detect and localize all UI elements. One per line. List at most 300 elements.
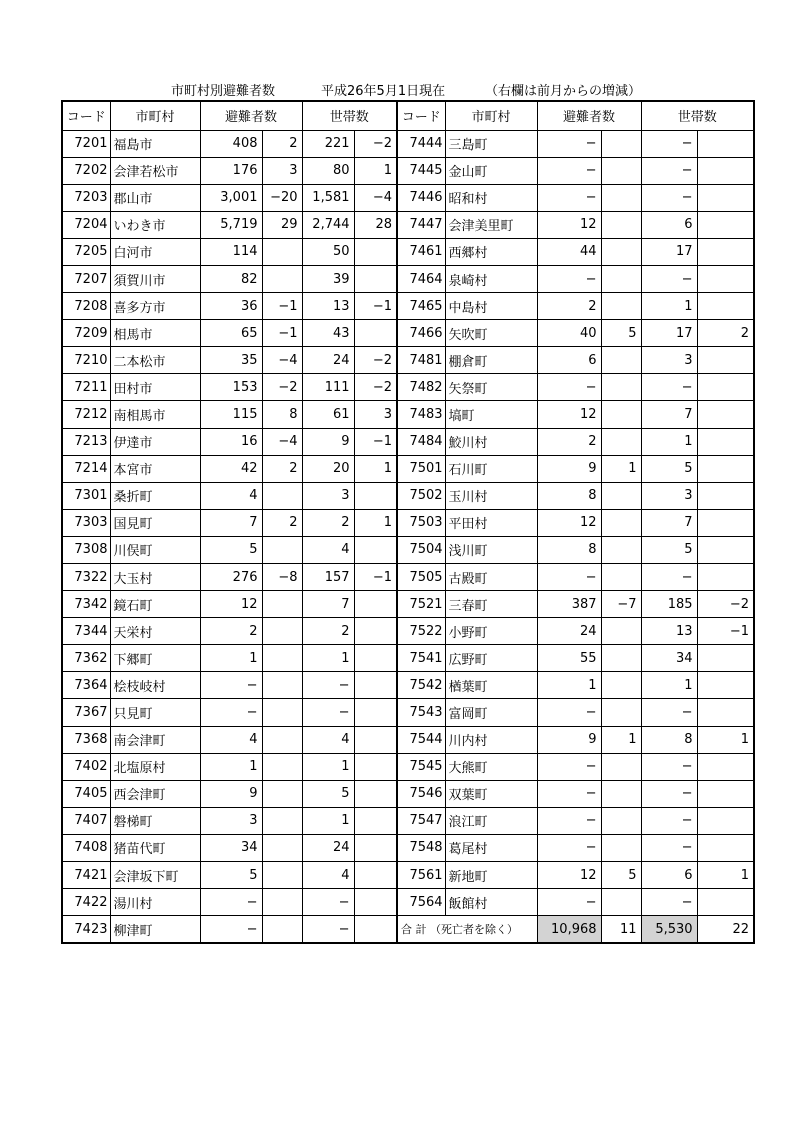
left-households-cell: 9: [302, 428, 354, 455]
right-code-cell: 7521: [397, 591, 445, 618]
table-row: [62, 672, 754, 699]
left-households-cell: 2: [302, 618, 354, 645]
left-code-cell: 7207: [62, 265, 110, 292]
left-code-cell: 7367: [62, 699, 110, 726]
table-row: [62, 591, 754, 618]
right-evacuees-cell: 40: [537, 320, 601, 347]
left-evacuees-cell: 114: [200, 238, 262, 265]
left-name-cell: 南会津町: [110, 726, 200, 753]
right-households-diff-cell: [697, 374, 754, 401]
right-households-cell: 3: [641, 347, 697, 374]
right-households-diff-cell: [697, 211, 754, 238]
left-evacuees-cell: 4: [200, 726, 262, 753]
left-households-diff-cell: −4: [354, 184, 397, 211]
left-evacuees-cell: 153: [200, 374, 262, 401]
left-households-diff-cell: [354, 889, 397, 916]
left-evacuees-diff-cell: −20: [262, 184, 302, 211]
left-households-cell: 1: [302, 807, 354, 834]
left-name-cell: 只見町: [110, 699, 200, 726]
table-row: [62, 618, 754, 645]
table-row: [62, 238, 754, 265]
table-row: [62, 482, 754, 509]
right-households-cell: 5: [641, 455, 697, 482]
right-evacuees-cell: 12: [537, 862, 601, 889]
left-name-cell: 国見町: [110, 509, 200, 536]
right-name-cell: 新地町: [445, 862, 537, 889]
left-evacuees-cell: 176: [200, 157, 262, 184]
right-code-cell: 7465: [397, 293, 445, 320]
right-households-diff-cell: [697, 347, 754, 374]
table-row: [62, 157, 754, 184]
right-name-cell: 西郷村: [445, 238, 537, 265]
right-households-cell: −: [641, 807, 697, 834]
right-code-cell: 7561: [397, 862, 445, 889]
right-evacuees-cell: 8: [537, 482, 601, 509]
right-code-cell: 7522: [397, 618, 445, 645]
right-name-cell: 平田村: [445, 509, 537, 536]
left-households-cell: 4: [302, 536, 354, 563]
left-name-cell: 柳津町: [110, 916, 200, 943]
right-households-diff-cell: [697, 157, 754, 184]
left-households-diff-cell: −2: [354, 130, 397, 157]
left-evacuees-diff-cell: [262, 834, 302, 861]
left-code-cell: 7408: [62, 834, 110, 861]
table-row: [62, 265, 754, 292]
left-households-cell: 24: [302, 347, 354, 374]
right-evacuees-diff-cell: [601, 238, 641, 265]
right-evacuees-cell: 2: [537, 428, 601, 455]
left-evacuees-diff-cell: [262, 699, 302, 726]
right-evacuees-diff-cell: [601, 780, 641, 807]
right-evacuees-diff-cell: [601, 618, 641, 645]
right-households-cell: 185: [641, 591, 697, 618]
left-name-cell: 相馬市: [110, 320, 200, 347]
left-evacuees-cell: 42: [200, 455, 262, 482]
left-evacuees-diff-cell: −1: [262, 320, 302, 347]
left-households-cell: 50: [302, 238, 354, 265]
right-name-cell: 矢吹町: [445, 320, 537, 347]
left-households-diff-cell: [354, 591, 397, 618]
right-evacuees-cell: 44: [537, 238, 601, 265]
left-evacuees-cell: 3,001: [200, 184, 262, 211]
left-evacuees-diff-cell: [262, 591, 302, 618]
right-name-cell: 三春町: [445, 591, 537, 618]
left-name-cell: 天栄村: [110, 618, 200, 645]
right-name-cell: 広野町: [445, 645, 537, 672]
right-name-cell: 飯館村: [445, 889, 537, 916]
left-households-cell: 39: [302, 265, 354, 292]
left-households-diff-cell: −2: [354, 347, 397, 374]
right-evacuees-diff-cell: −7: [601, 591, 641, 618]
header-code-left: コード: [62, 101, 110, 130]
left-households-diff-cell: [354, 834, 397, 861]
right-households-cell: −: [641, 699, 697, 726]
left-households-diff-cell: 1: [354, 157, 397, 184]
right-households-cell: −: [641, 834, 697, 861]
right-households-cell: −: [641, 157, 697, 184]
left-code-cell: 7211: [62, 374, 110, 401]
left-households-cell: 4: [302, 862, 354, 889]
table-row: [62, 780, 754, 807]
left-evacuees-cell: 35: [200, 347, 262, 374]
left-code-cell: 7368: [62, 726, 110, 753]
right-code-cell: 7447: [397, 211, 445, 238]
right-evacuees-diff-cell: 5: [601, 320, 641, 347]
left-households-cell: 157: [302, 564, 354, 591]
left-households-cell: −: [302, 889, 354, 916]
right-evacuees-cell: −: [537, 889, 601, 916]
right-evacuees-cell: 12: [537, 509, 601, 536]
right-code-cell: 7481: [397, 347, 445, 374]
left-code-cell: 7407: [62, 807, 110, 834]
table-row: [62, 834, 754, 861]
left-code-cell: 7214: [62, 455, 110, 482]
right-households-cell: 17: [641, 320, 697, 347]
table-row: [62, 889, 754, 916]
right-evacuees-cell: −: [537, 265, 601, 292]
left-households-diff-cell: 1: [354, 509, 397, 536]
right-name-cell: 小野町: [445, 618, 537, 645]
table-row: [62, 130, 754, 157]
right-evacuees-diff-cell: 1: [601, 726, 641, 753]
right-households-diff-cell: [697, 536, 754, 563]
right-households-diff-cell: [697, 699, 754, 726]
right-evacuees-diff-cell: [601, 428, 641, 455]
right-name-cell: 葛尾村: [445, 834, 537, 861]
right-households-cell: 1: [641, 428, 697, 455]
title-main: 市町村別避難者数: [171, 84, 276, 99]
right-evacuees-cell: 8: [537, 536, 601, 563]
right-households-diff-cell: [697, 564, 754, 591]
right-name-cell: 石川町: [445, 455, 537, 482]
left-evacuees-cell: 4: [200, 482, 262, 509]
left-evacuees-diff-cell: [262, 536, 302, 563]
right-evacuees-diff-cell: [601, 347, 641, 374]
right-households-diff-cell: [697, 130, 754, 157]
left-evacuees-cell: 7: [200, 509, 262, 536]
header-evacuees-right: 避難者数: [537, 101, 641, 130]
right-households-cell: 5: [641, 536, 697, 563]
left-evacuees-cell: 408: [200, 130, 262, 157]
right-households-diff-cell: [697, 672, 754, 699]
left-households-diff-cell: −1: [354, 428, 397, 455]
table-row: [62, 916, 754, 943]
right-households-diff-cell: [697, 293, 754, 320]
document-title: [0, 80, 799, 100]
right-name-cell: 玉川村: [445, 482, 537, 509]
left-households-diff-cell: 1: [354, 455, 397, 482]
right-households-diff-cell: [697, 807, 754, 834]
left-evacuees-diff-cell: [262, 862, 302, 889]
left-name-cell: 白河市: [110, 238, 200, 265]
right-evacuees-cell: −: [537, 780, 601, 807]
right-households-diff-cell: 2: [697, 320, 754, 347]
left-households-cell: 2: [302, 509, 354, 536]
left-evacuees-diff-cell: [262, 753, 302, 780]
right-evacuees-cell: −: [537, 157, 601, 184]
table-row: [62, 211, 754, 238]
right-evacuees-diff-cell: 5: [601, 862, 641, 889]
right-evacuees-cell: 55: [537, 645, 601, 672]
right-households-diff-cell: [697, 184, 754, 211]
right-evacuees-cell: −: [537, 699, 601, 726]
total-evacuees-diff: 11: [601, 916, 641, 943]
right-name-cell: 塙町: [445, 401, 537, 428]
left-name-cell: 須賀川市: [110, 265, 200, 292]
right-name-cell: 双葉町: [445, 780, 537, 807]
left-households-diff-cell: [354, 265, 397, 292]
left-code-cell: 7402: [62, 753, 110, 780]
table-row: [62, 374, 754, 401]
header-municipality-right: 市町村: [445, 101, 537, 130]
right-households-cell: 7: [641, 509, 697, 536]
right-evacuees-diff-cell: [601, 834, 641, 861]
right-evacuees-diff-cell: [601, 157, 641, 184]
left-name-cell: 桧枝岐村: [110, 672, 200, 699]
right-evacuees-cell: 2: [537, 293, 601, 320]
right-evacuees-diff-cell: [601, 509, 641, 536]
left-households-diff-cell: [354, 482, 397, 509]
left-evacuees-cell: 82: [200, 265, 262, 292]
left-households-cell: 1: [302, 753, 354, 780]
left-households-diff-cell: [354, 807, 397, 834]
right-households-diff-cell: [697, 889, 754, 916]
right-households-cell: −: [641, 564, 697, 591]
left-code-cell: 7202: [62, 157, 110, 184]
right-households-diff-cell: [697, 401, 754, 428]
left-code-cell: 7213: [62, 428, 110, 455]
left-evacuees-diff-cell: 3: [262, 157, 302, 184]
right-evacuees-diff-cell: [601, 889, 641, 916]
left-evacuees-cell: 1: [200, 753, 262, 780]
left-households-diff-cell: −1: [354, 293, 397, 320]
left-households-cell: 1: [302, 645, 354, 672]
left-households-diff-cell: [354, 536, 397, 563]
left-name-cell: 下郷町: [110, 645, 200, 672]
table-row: [62, 401, 754, 428]
left-households-cell: 4: [302, 726, 354, 753]
left-households-diff-cell: [354, 320, 397, 347]
left-name-cell: 北塩原村: [110, 753, 200, 780]
right-households-cell: −: [641, 265, 697, 292]
right-code-cell: 7564: [397, 889, 445, 916]
right-name-cell: 泉崎村: [445, 265, 537, 292]
right-evacuees-cell: 9: [537, 455, 601, 482]
left-evacuees-diff-cell: [262, 889, 302, 916]
left-code-cell: 7303: [62, 509, 110, 536]
right-evacuees-cell: −: [537, 184, 601, 211]
left-code-cell: 7208: [62, 293, 110, 320]
left-evacuees-cell: 115: [200, 401, 262, 428]
left-households-cell: 80: [302, 157, 354, 184]
right-code-cell: 7542: [397, 672, 445, 699]
left-evacuees-cell: 3: [200, 807, 262, 834]
right-name-cell: 矢祭町: [445, 374, 537, 401]
right-households-diff-cell: [697, 509, 754, 536]
header-municipality-left: 市町村: [110, 101, 200, 130]
left-code-cell: 7364: [62, 672, 110, 699]
left-households-cell: 20: [302, 455, 354, 482]
left-households-cell: 13: [302, 293, 354, 320]
left-code-cell: 7422: [62, 889, 110, 916]
left-evacuees-cell: 5: [200, 536, 262, 563]
evacuee-table: [61, 100, 755, 944]
left-name-cell: 磐梯町: [110, 807, 200, 834]
right-code-cell: 7445: [397, 157, 445, 184]
right-households-cell: 6: [641, 862, 697, 889]
total-label: 合 計 （死亡者を除く）: [397, 916, 537, 943]
table-row: [62, 564, 754, 591]
left-code-cell: 7210: [62, 347, 110, 374]
right-evacuees-cell: 6: [537, 347, 601, 374]
left-evacuees-cell: −: [200, 889, 262, 916]
header-code-right: コード: [397, 101, 445, 130]
right-households-diff-cell: [697, 753, 754, 780]
header-households-left: 世帯数: [302, 101, 397, 130]
right-evacuees-diff-cell: [601, 807, 641, 834]
right-code-cell: 7501: [397, 455, 445, 482]
right-evacuees-diff-cell: [601, 753, 641, 780]
right-evacuees-cell: −: [537, 807, 601, 834]
right-evacuees-diff-cell: [601, 699, 641, 726]
left-households-cell: 221: [302, 130, 354, 157]
right-name-cell: 中島村: [445, 293, 537, 320]
right-name-cell: 楢葉町: [445, 672, 537, 699]
right-name-cell: 棚倉町: [445, 347, 537, 374]
right-code-cell: 7544: [397, 726, 445, 753]
right-households-diff-cell: [697, 645, 754, 672]
left-households-diff-cell: −1: [354, 564, 397, 591]
right-name-cell: 金山町: [445, 157, 537, 184]
right-households-diff-cell: [697, 834, 754, 861]
right-code-cell: 7484: [397, 428, 445, 455]
right-evacuees-diff-cell: [601, 293, 641, 320]
left-evacuees-diff-cell: −4: [262, 347, 302, 374]
left-name-cell: 西会津町: [110, 780, 200, 807]
left-evacuees-diff-cell: [262, 726, 302, 753]
table-row: [62, 753, 754, 780]
left-name-cell: 猪苗代町: [110, 834, 200, 861]
right-evacuees-cell: 1: [537, 672, 601, 699]
left-evacuees-diff-cell: [262, 482, 302, 509]
right-name-cell: 浪江町: [445, 807, 537, 834]
right-code-cell: 7503: [397, 509, 445, 536]
left-code-cell: 7342: [62, 591, 110, 618]
total-households-diff: 22: [697, 916, 754, 943]
right-evacuees-diff-cell: [601, 536, 641, 563]
left-name-cell: 会津若松市: [110, 157, 200, 184]
left-name-cell: 川俣町: [110, 536, 200, 563]
left-name-cell: 本宮市: [110, 455, 200, 482]
right-households-diff-cell: −2: [697, 591, 754, 618]
table-row: [62, 862, 754, 889]
right-households-diff-cell: −1: [697, 618, 754, 645]
right-code-cell: 7464: [397, 265, 445, 292]
left-households-cell: −: [302, 672, 354, 699]
left-code-cell: 7308: [62, 536, 110, 563]
left-name-cell: 福島市: [110, 130, 200, 157]
left-evacuees-cell: 2: [200, 618, 262, 645]
table-row: [62, 536, 754, 563]
left-households-cell: 24: [302, 834, 354, 861]
table-row: [62, 428, 754, 455]
right-evacuees-diff-cell: [601, 401, 641, 428]
left-code-cell: 7405: [62, 780, 110, 807]
right-households-diff-cell: 1: [697, 862, 754, 889]
left-evacuees-diff-cell: −1: [262, 293, 302, 320]
left-households-diff-cell: 28: [354, 211, 397, 238]
right-evacuees-cell: −: [537, 753, 601, 780]
right-evacuees-diff-cell: [601, 672, 641, 699]
right-evacuees-diff-cell: 1: [601, 455, 641, 482]
right-code-cell: 7446: [397, 184, 445, 211]
left-code-cell: 7212: [62, 401, 110, 428]
left-evacuees-cell: 34: [200, 834, 262, 861]
left-name-cell: いわき市: [110, 211, 200, 238]
right-households-diff-cell: 1: [697, 726, 754, 753]
left-code-cell: 7209: [62, 320, 110, 347]
right-evacuees-cell: −: [537, 130, 601, 157]
left-evacuees-cell: 36: [200, 293, 262, 320]
right-code-cell: 7505: [397, 564, 445, 591]
left-name-cell: 南相馬市: [110, 401, 200, 428]
right-evacuees-cell: 9: [537, 726, 601, 753]
left-code-cell: 7322: [62, 564, 110, 591]
right-households-cell: 7: [641, 401, 697, 428]
left-evacuees-diff-cell: 29: [262, 211, 302, 238]
left-evacuees-diff-cell: [262, 807, 302, 834]
left-name-cell: 二本松市: [110, 347, 200, 374]
right-households-cell: 6: [641, 211, 697, 238]
left-households-diff-cell: [354, 672, 397, 699]
right-code-cell: 7461: [397, 238, 445, 265]
right-evacuees-diff-cell: [601, 482, 641, 509]
right-evacuees-cell: 387: [537, 591, 601, 618]
left-households-diff-cell: [354, 618, 397, 645]
left-evacuees-diff-cell: [262, 916, 302, 943]
left-households-cell: 7: [302, 591, 354, 618]
right-evacuees-cell: 24: [537, 618, 601, 645]
left-households-cell: 2,744: [302, 211, 354, 238]
left-code-cell: 7204: [62, 211, 110, 238]
left-evacuees-cell: 5: [200, 862, 262, 889]
left-households-diff-cell: [354, 862, 397, 889]
left-evacuees-diff-cell: −4: [262, 428, 302, 455]
right-name-cell: 川内村: [445, 726, 537, 753]
left-code-cell: 7421: [62, 862, 110, 889]
right-evacuees-cell: 12: [537, 211, 601, 238]
left-code-cell: 7344: [62, 618, 110, 645]
left-evacuees-diff-cell: 8: [262, 401, 302, 428]
right-name-cell: 富岡町: [445, 699, 537, 726]
table-row: [62, 293, 754, 320]
left-households-diff-cell: −2: [354, 374, 397, 401]
right-code-cell: 7541: [397, 645, 445, 672]
right-households-cell: 1: [641, 293, 697, 320]
left-code-cell: 7362: [62, 645, 110, 672]
left-code-cell: 7201: [62, 130, 110, 157]
right-evacuees-diff-cell: [601, 374, 641, 401]
right-households-cell: 3: [641, 482, 697, 509]
right-households-cell: −: [641, 753, 697, 780]
left-households-cell: −: [302, 916, 354, 943]
left-households-diff-cell: [354, 753, 397, 780]
right-evacuees-diff-cell: [601, 645, 641, 672]
left-households-cell: 1,581: [302, 184, 354, 211]
left-evacuees-cell: 65: [200, 320, 262, 347]
right-name-cell: 三島町: [445, 130, 537, 157]
title-note: （右欄は前月からの増減）: [485, 84, 642, 99]
